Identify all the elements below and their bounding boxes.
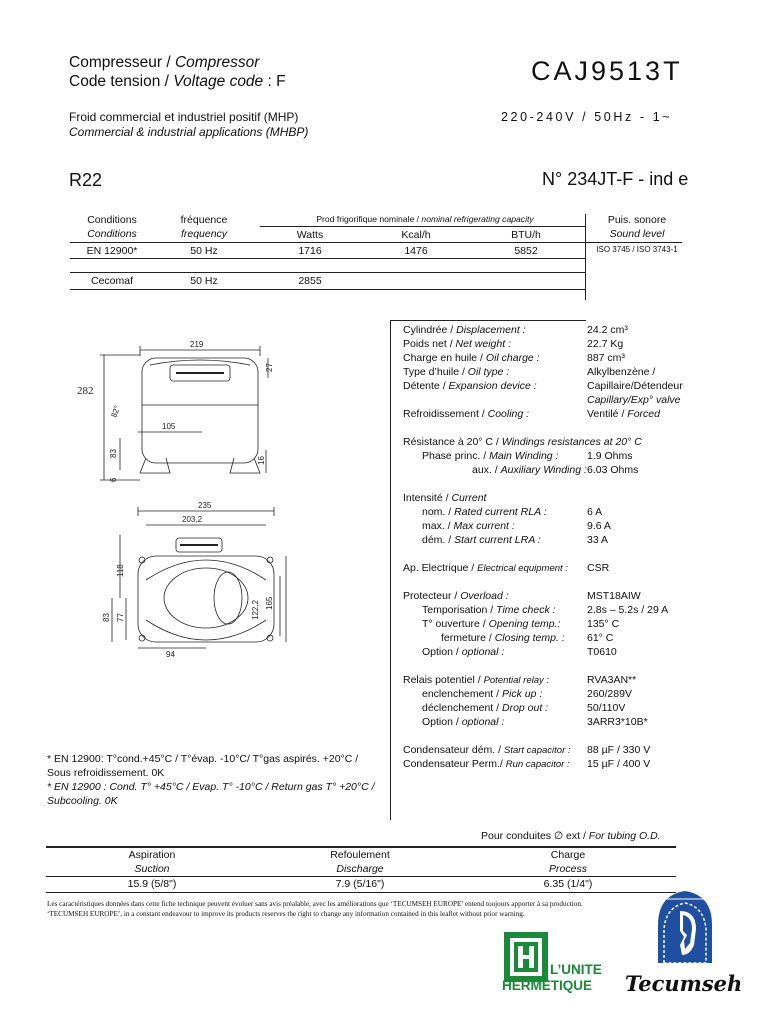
spec-relay-value: RVA3AN** bbox=[587, 674, 637, 686]
row1-watts: 1716 bbox=[298, 245, 322, 257]
th-conditions-en: Conditions bbox=[87, 228, 137, 240]
spec-run-capacitor-value: 15 µF / 400 V bbox=[587, 758, 651, 770]
spec-lra-value: 33 A bbox=[587, 534, 609, 546]
application-fr: Froid commercial et industriel positif (MHP) bbox=[69, 110, 299, 124]
row1-sound: ISO 3745 / ISO 3743-1 bbox=[596, 245, 678, 254]
row1-btu: 5852 bbox=[514, 245, 538, 257]
compressor-label: Compresseur / Compressor bbox=[69, 54, 260, 71]
th-watts: Watts bbox=[296, 229, 324, 241]
spec-current-heading: Intensité / Current bbox=[403, 492, 487, 504]
th-sound-en: Sound level bbox=[609, 228, 665, 240]
dim-122-2: 122,2 bbox=[251, 599, 260, 620]
spec-optional-1-value: T0610 bbox=[587, 646, 617, 658]
spec-main-winding-label: Phase princ. / Main Winding : bbox=[422, 450, 559, 462]
spec-max-current-value: 9.6 A bbox=[587, 520, 611, 532]
test-conditions-note bbox=[47, 752, 375, 808]
row1-kcal: 1476 bbox=[404, 245, 428, 257]
tubing-process-value: 6.35 (1/4") bbox=[543, 878, 593, 890]
row2-conditions: Cecomaf bbox=[90, 275, 133, 287]
th-btu: BTU/h bbox=[511, 229, 541, 241]
dim-6: 6 bbox=[109, 477, 118, 482]
spec-aux-winding-label: aux. / Auxiliary Winding : bbox=[472, 464, 587, 476]
spec-cooling-label: Refroidissement / Cooling : bbox=[403, 408, 530, 420]
row2-frequency: 50 Hz bbox=[190, 275, 218, 287]
spec-opening-temp-value: 135° C bbox=[587, 618, 620, 630]
spec-electrical-label: Ap. Electrique / Electrical equipment : bbox=[403, 562, 568, 574]
dim-16: 16 bbox=[257, 456, 266, 465]
spec-start-capacitor-value: 88 µF / 330 V bbox=[587, 744, 651, 756]
tecumseh-logo bbox=[625, 885, 743, 1000]
dim-83-top: 83 bbox=[102, 613, 111, 622]
note-fr-line1: * EN 12900: T°cond.+45°C / T°évap. -10°C/ T°gas aspirés. +20°C / bbox=[47, 753, 359, 765]
spec-oil-charge-label: Charge en huile / Oil charge : bbox=[403, 352, 540, 364]
disclaimer-fr: Les caractéristiques données dans cette fiche technique peuvent évoluer sans avis préalable, avec les améliorations que ‘TECUMSEH EUROPE’ entend toujours apporter à sa production. bbox=[47, 900, 583, 908]
note-fr-line2: Sous refroidissement. 0K bbox=[47, 767, 165, 779]
model-number: CAJ9513T bbox=[531, 56, 683, 86]
tubing-process-en: Process bbox=[549, 863, 587, 875]
spec-rla-label: nom. / Rated current RLA : bbox=[422, 506, 547, 518]
spec-pick-up-label: enclenchement / Pick up : bbox=[422, 688, 543, 700]
dim-83-front: 83 bbox=[109, 449, 118, 458]
spec-lra-label: dém. / Start current LRA : bbox=[422, 534, 541, 546]
dim-203: 203,2 bbox=[182, 515, 203, 524]
spec-optional-2-label: Option / optional : bbox=[422, 716, 505, 728]
spec-overload-label: Protecteur / Overload : bbox=[403, 590, 509, 602]
spec-weight-label: Poids net / Net weight : bbox=[403, 338, 511, 350]
th-sound-fr: Puis. sonore bbox=[607, 214, 667, 226]
note-en-line1: * EN 12900 : Cond. T° +45°C / Evap. T° -10°C / Return gas T° +20°C / bbox=[47, 781, 375, 793]
spec-optional-1-label: Option / optional : bbox=[422, 646, 505, 658]
dim-94: 94 bbox=[166, 650, 175, 659]
spec-rla-value: 6 A bbox=[587, 506, 603, 518]
spec-aux-winding-value: 6.03 Ohms bbox=[587, 464, 639, 476]
top-view bbox=[102, 501, 286, 659]
spec-displacement-value: 24.2 cm³ bbox=[587, 324, 628, 336]
spec-main-winding-value: 1.9 Ohms bbox=[587, 450, 633, 462]
tubing-suction-en: Suction bbox=[134, 863, 170, 875]
row1-frequency: 50 Hz bbox=[190, 245, 218, 257]
spec-oil-type-value: Alkylbenzène / bbox=[587, 366, 656, 378]
spec-overload-value: MST18AIW bbox=[587, 590, 641, 602]
dim-105: 105 bbox=[162, 422, 176, 431]
th-capacity: Prod frigorifique nominale / nominal refrigerating capacity bbox=[316, 214, 534, 224]
dim-27: 27 bbox=[265, 363, 274, 372]
front-view bbox=[77, 340, 274, 482]
document-number: N° 234JT-F - ind e bbox=[542, 169, 689, 189]
spec-expansion-value-en: Capillary/Exp° valve bbox=[587, 394, 681, 406]
spec-expansion-label: Détente / Expansion device : bbox=[403, 380, 537, 392]
disclaimer-en: ‘TECUMSEH EUROPE’, in a constant endeavour to improve its products reserves the right to change any information contained in this leaflet without prior warning. bbox=[47, 909, 525, 918]
tubing-discharge-en: Discharge bbox=[336, 863, 384, 875]
dim-219: 219 bbox=[190, 340, 204, 349]
application-en: Commercial & industrial applications (MHBP) bbox=[69, 125, 309, 139]
tubing-title: Pour conduites ∅ ext / For tubing O.D. bbox=[481, 830, 661, 842]
th-frequency-en: frequency bbox=[180, 228, 228, 240]
row1-conditions: EN 12900* bbox=[86, 245, 138, 257]
spec-closing-temp-value: 61° C bbox=[587, 632, 614, 644]
spec-oil-charge-value: 887 cm³ bbox=[587, 352, 625, 364]
spec-electrical-value: CSR bbox=[587, 562, 610, 574]
compressor-dimension-drawing bbox=[77, 330, 380, 660]
voltage-code-label: Code tension / Voltage code : F bbox=[69, 73, 286, 90]
spec-relay-label: Relais potentiel / Potential relay : bbox=[403, 674, 550, 686]
dim-82-degree: 82° bbox=[109, 404, 123, 419]
spec-optional-2-value: 3ARR3*10B* bbox=[587, 716, 648, 728]
tubing-suction-value: 15.9 (5/8") bbox=[127, 878, 177, 890]
tubing-suction-fr: Aspiration bbox=[128, 849, 176, 861]
disclaimer bbox=[47, 900, 583, 919]
dim-235: 235 bbox=[198, 501, 212, 510]
lunite-emblem-icon bbox=[502, 930, 550, 984]
spec-time-check-label: Temporisation / Time check : bbox=[422, 604, 556, 616]
tecumseh-wordmark: Tecumseh bbox=[625, 971, 743, 996]
spec-pick-up-value: 260/289V bbox=[587, 688, 632, 700]
th-kcal: Kcal/h bbox=[401, 229, 431, 241]
dim-77: 77 bbox=[116, 613, 125, 622]
spec-start-capacitor-label: Condensateur dém. / Start capacitor : bbox=[403, 744, 571, 756]
voltage-spec: 220-240V / 50Hz - 1~ bbox=[501, 110, 673, 124]
th-frequency-fr: fréquence bbox=[180, 214, 228, 226]
spec-resistance-heading: Résistance à 20° C / Windings resistances at 20° C bbox=[403, 436, 642, 448]
spec-expansion-value-fr: Capillaire/Détendeur bbox=[587, 380, 683, 392]
refrigerant: R22 bbox=[69, 170, 103, 190]
tubing-discharge-fr: Refoulement bbox=[330, 849, 390, 861]
spec-run-capacitor-label: Condensateur Perm./ Run capacitor : bbox=[403, 758, 570, 770]
dim-282: 282 bbox=[77, 385, 94, 397]
spec-time-check-value: 2.8s – 5.2s / 29 A bbox=[587, 604, 669, 616]
lunite-text-1: L’UNITE bbox=[550, 962, 602, 977]
spec-max-current-label: max. / Max current : bbox=[422, 520, 515, 532]
lunite-text-2: HERMETIQUE bbox=[502, 978, 593, 993]
spec-drop-out-label: déclenchement / Drop out : bbox=[422, 702, 549, 714]
spec-weight-value: 22.7 Kg bbox=[587, 338, 624, 350]
spec-displacement-label: Cylindrée / Displacement : bbox=[403, 324, 526, 336]
lunite-hermetique-logo bbox=[500, 928, 626, 998]
note-en-line2: Subcooling. 0K bbox=[47, 795, 118, 807]
spec-closing-temp-label: fermeture / Closing temp. : bbox=[441, 632, 565, 644]
spec-oil-type-label: Type d’huile / Oil type : bbox=[403, 366, 510, 378]
row2-watts: 2855 bbox=[298, 275, 322, 287]
tecumseh-chief-icon bbox=[650, 885, 720, 965]
tubing-process-fr: Charge bbox=[550, 849, 586, 861]
dim-118: 118 bbox=[116, 564, 125, 577]
th-conditions-fr: Conditions bbox=[87, 214, 137, 226]
spec-opening-temp-label: T° ouverture / Opening temp.: bbox=[422, 618, 561, 630]
dim-165: 165 bbox=[265, 596, 274, 610]
tubing-discharge-value: 7.9 (5/16") bbox=[335, 878, 385, 890]
spec-cooling-value: Ventilé / Forced bbox=[587, 408, 660, 420]
spec-drop-out-value: 50/110V bbox=[587, 702, 626, 714]
